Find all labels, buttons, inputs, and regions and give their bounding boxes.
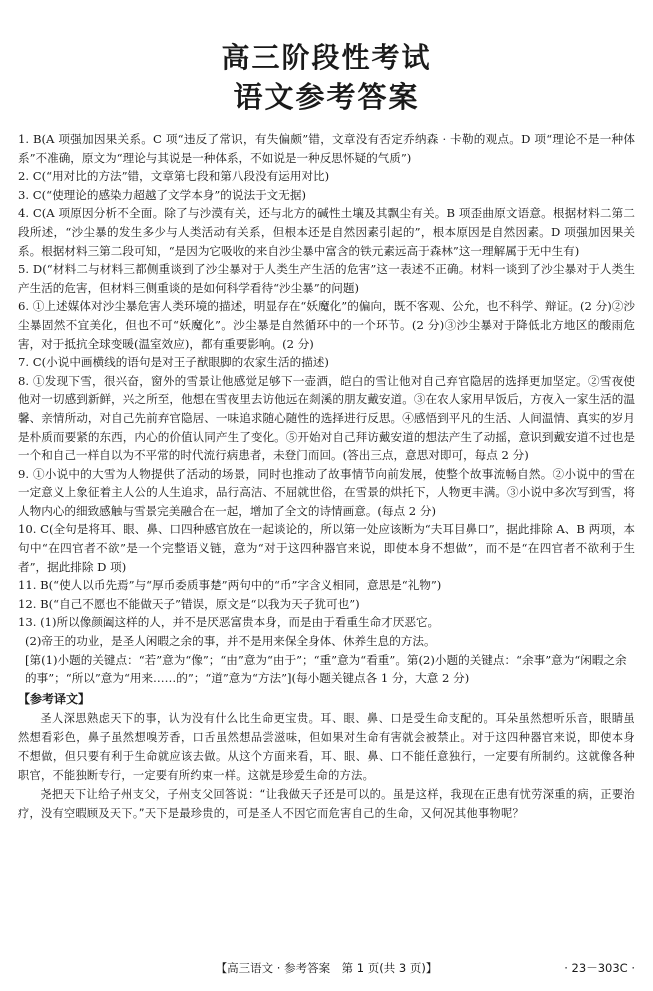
answer-item-13-part2: (2)帝王的功业，是圣人闲暇之余的事，并不是用来保全身体、休养生息的方法。 xyxy=(25,634,436,649)
reference-translation-heading: 【参考译文】 xyxy=(18,691,91,706)
footer-code: · 23－303C · xyxy=(564,961,635,975)
answer-item-12: 12. B(“自己不愿也不能做天子”错误，原文是“以我为天子犹可也”) xyxy=(18,596,360,611)
page-subtitle: 语文参考答案 xyxy=(233,80,420,114)
answer-item-13-keypoints: [第(1)小题的关键点：“若”意为“像”；“由”意为“由于”；“重”意为“看重”。第(2)小题的关键点：“余事”意为“闲暇之余的事”；“所以”意为“用来……的”；“道”意为“方法”](每小题关键点各 1 分，大意 2 分) xyxy=(25,652,627,686)
answer-item-9: 9. ①小说中的大雪为人物提供了活动的场景，同时也推动了故事情节向前发展，使整个故事流畅自然。②小说中的雪在一定意义上象征着主人公的人生追求，品行高洁、不屈就世俗，在雪景的烘托下，人物更丰满。③小说中多次写到雪，将人物内心的细致感触与雪景完美融合在一起，增加了全文的诗情画意。(每点 2 分) xyxy=(18,466,635,518)
answer-item-3: 3. C(“使理论的感染力超越了文学本身”的说法于文无据) xyxy=(18,187,306,202)
answer-item-11: 11. B(“使人以币先焉”与“厚币委质事楚”两句中的“币”字含义相同，意思是“礼物”) xyxy=(18,578,442,593)
answer-list xyxy=(18,130,635,823)
answer-item-4: 4. C(A 项原因分析不全面。除了与沙漠有关，还与北方的碱性土壤及其飘尘有关。B 项歪曲原文语意。根据材料二第二段所述，“沙尘暴的发生多少与人类活动有关系，但根本还是自然因素引起的”，根本原因是自然因素。D 项强加因果关系。根据材料三第二段可知，“是因为它吸收的来自沙尘暴中富含的铁元素远高于森林”这一理解属于无中生有) xyxy=(18,206,635,258)
translation-paragraph-2: 尧把天下让给子州支父，子州支父回答说：“让我做天子还是可以的。虽是这样，我现在正患有忧劳深重的病，正要治疗，没有空暇顾及天下。”天下是最珍贵的，可是圣人不因它而危害自己的生命，又何况其他事物呢？ xyxy=(18,788,635,821)
translation-paragraph-1: 圣人深思熟虑天下的事，认为没有什么比生命更宝贵。耳、眼、鼻、口是受生命支配的。耳朵虽然想听乐音，眼睛虽然想看彩色，鼻子虽然想嗅芳香，口舌虽然想品尝滋味，但如果对生命有害就会被禁止。对于这四种器官来说，即使本身不想做，但只要有利于生命就应该去做。从这个方面来看，耳、眼、鼻、口不能任意独行，一定要有所制约。这就像各种职官，不能独断专行，一定要有所约束一样。这就是珍爱生命的方法。 xyxy=(18,712,635,783)
answer-item-7: 7. C(小说中画横线的语句是对王子猷眼脚的农家生活的描述) xyxy=(18,355,329,370)
page-title: 高三阶段性考试 xyxy=(221,41,432,74)
answer-item-1: 1. B(A 项强加因果关系。C 项“违反了常识，有失偏颇”错，文章没有否定乔纳森 · 卡勒的观点。D 项“理论不是一种体系”不准确，原文为“理论与其说是一种体系，不如说是一种反思怀疑的气质”) xyxy=(18,132,635,165)
answer-item-6: 6. ①上述媒体对沙尘暴危害人类环境的描述，明显存在“妖魔化”的偏向，既不客观、公允，也不科学、辩证。(2 分)②沙尘暴固然不宜美化，但也不可“妖魔化”。沙尘暴是自然循环中的一个环节。(2 分)③沙尘暴对于降低北方地区的酸雨危害，对于抵抗全球变暖(温室效应)，都有重要影响。(2 分) xyxy=(18,299,635,351)
answer-item-8: 8. ①发现下雪，很兴奋，窗外的雪景让他感觉足够下一壶酒，皑白的雪让他对自己弃官隐居的选择更加坚定。②雪夜使他对一切感到新鲜，兴之所至，他想在雪夜里去访他远在剡溪的朋友戴安道。③在农人家用早饭后，方夜入一家生活的温馨、亲情所动，对自己先前弃官隐居、一味追求随心随性的选择进行反思。④感悟到平凡的生活、人间温情、真实的岁月是朴质而要紧的东西，内心的价值认同产生了变化。⑤开始对自己拜访戴安道的想法产生了动摇，意识到戴安道不过也是一个和自己一样自以为不平常的时代流行病患者，未登门而回。(答出三点，意思对即可，每点 2 分) xyxy=(18,373,635,463)
answer-item-13: 13. (1)所以像颜阖这样的人，并不是厌恶富贵本身，而是由于看重生命才厌恶它。 xyxy=(18,615,440,630)
answer-item-10: 10. C(全句是将耳、眼、鼻、口四种感官放在一起谈论的，所以第一处应该断为“夫耳目鼻口”，据此排除 A、B 两项，本句中“在四官者不欲”是一个完整语义链，意为“对于这四种器官来说，即使本身不想做”，而不是“在四官者不欲利于生者”，据此排除 D 项) xyxy=(18,522,635,574)
answer-item-2: 2. C(“用对比的方法”错，文章第七段和第八段没有运用对比) xyxy=(18,169,330,184)
footer-page-label: 【高三语文 · 参考答案 第 1 页(共 3 页)】 xyxy=(215,961,438,975)
page-footer xyxy=(18,960,635,980)
answer-item-5: 5. D(“材料二与材料三都侧重谈到了沙尘暴对于人类生产生活的危害”这一表述不正确。材料一谈到了沙尘暴对于人类生产生活的危害，但材料三侧重谈的是如何科学看待“沙尘暴”的问题) xyxy=(18,262,635,295)
